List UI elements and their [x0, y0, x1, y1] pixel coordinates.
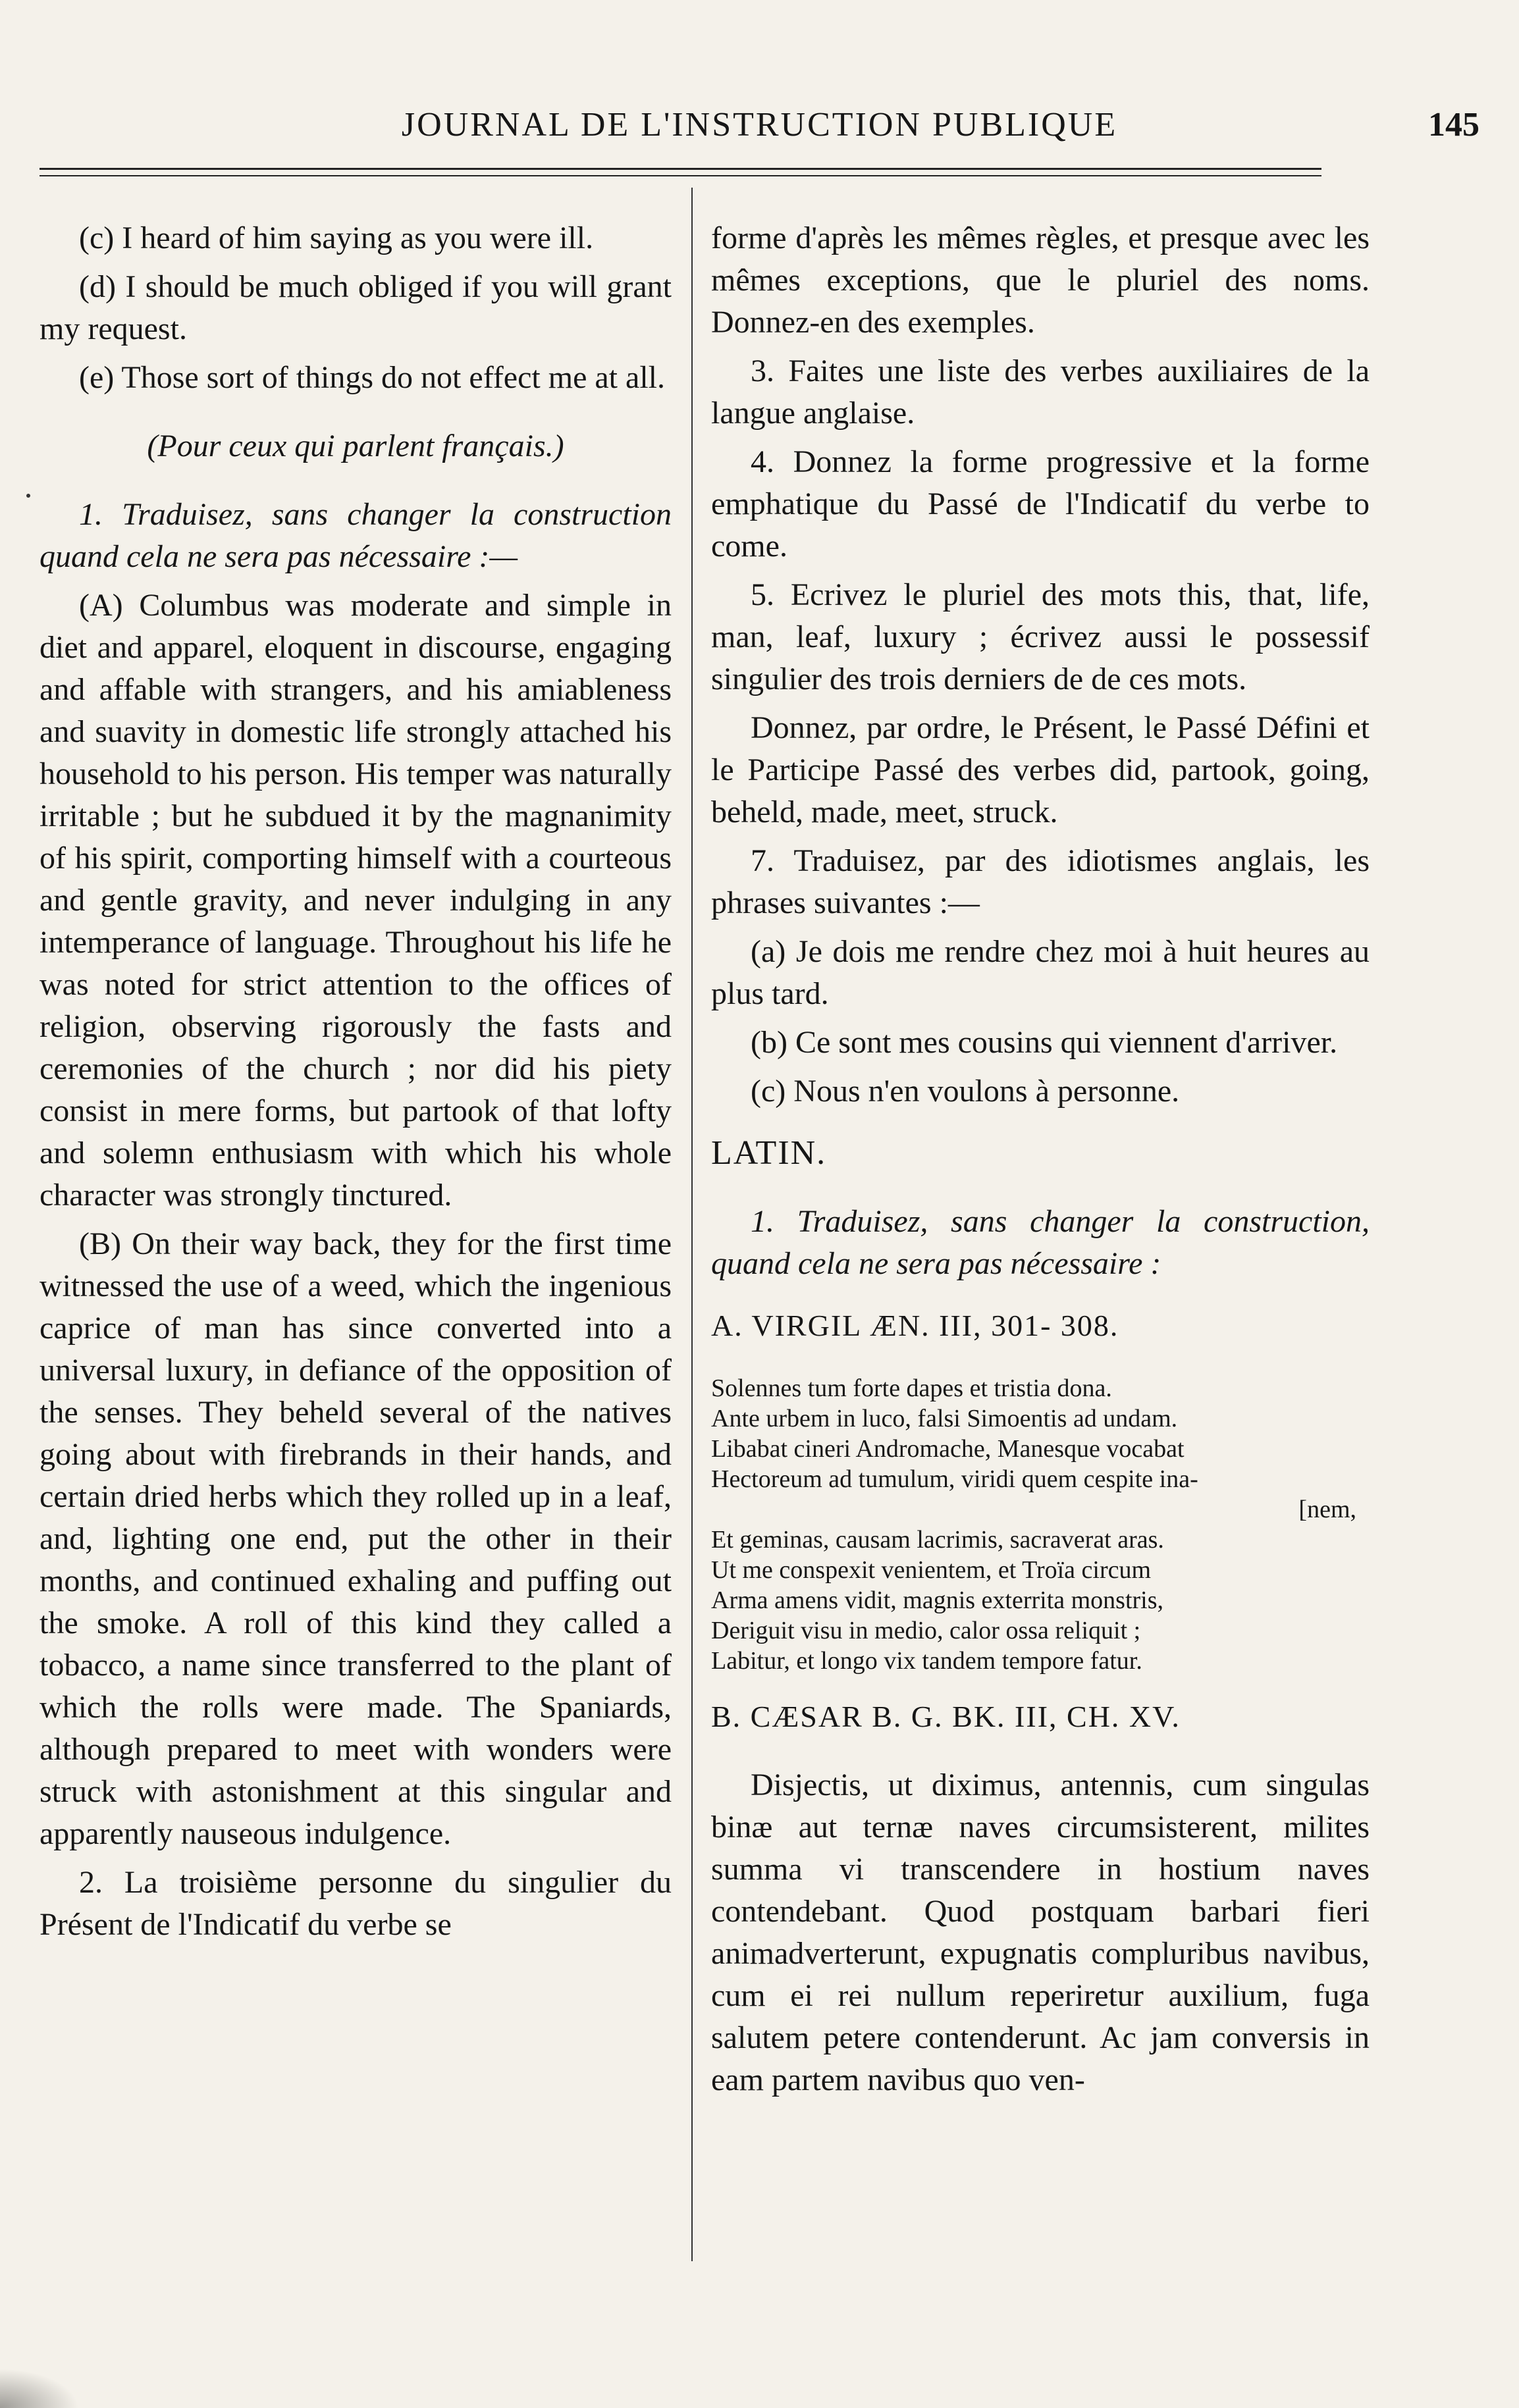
ink-dot: [26, 494, 30, 498]
item-a: (a) Je dois me rendre chez moi à huit heures au plus tard.: [711, 934, 1370, 1011]
column-divider: [691, 188, 693, 2261]
item-b: (b) Ce sont mes cousins qui viennent d'arriver.: [751, 1025, 1338, 1060]
passage-b: (B) On their way back, they for the first time witnessed the use of a weed, which the ingenious caprice of man has since converted into a universal luxury, in defiance of the opposition of the senses. They beheld several of the natives going about with firebrands in their hands, and certain dried herbs which they rolled up in a leaf, and, lighting one end, put the other in their months, and continued exhaling and puffing out the smoke. A roll of this kind they called a tobacco, a name since transferred to the plant of which the rolls were made. The Spaniards, although prepared to meet with wonders were struck with astonishment at this singular and apparently nauseous indulgence.: [40, 1226, 672, 1851]
virgil-heading: A. VIRGIL ÆN. III, 301- 308.: [711, 1309, 1119, 1342]
verse-line: Ut me conspexit venientem, et Troïa circum: [711, 1556, 1152, 1584]
verse-line: Et geminas, causam lacrimis, sacraverat aras.: [711, 1526, 1164, 1554]
verse-line: Solennes tum forte dapes et tristia dona.: [711, 1374, 1112, 1402]
french-speakers-heading: (Pour ceux qui parlent français.): [147, 429, 564, 463]
exercise-e: (e) Those sort of things do not effect me at all.: [79, 360, 665, 395]
verse-line: Labitur, et longo vix tandem tempore fatur.: [711, 1647, 1142, 1675]
header-rule-thin: [40, 175, 1321, 176]
exercise-d: (d) I should be much obliged if you will grant my request.: [40, 269, 672, 346]
latin-heading: LATIN.: [711, 1134, 827, 1172]
question-7: 7. Traduisez, par des idiotismes anglais, les phrases suivantes :—: [711, 843, 1370, 920]
header-rule: [40, 168, 1321, 170]
verse-line: Ante urbem in luco, falsi Simoentis ad undam.: [711, 1405, 1178, 1432]
caesar-text: Disjectis, ut diximus, antennis, cum singulas binæ aut ternæ naves circumsisterent, milites summa vi transcendere in hostium naves contendebant. Quod postquam barbari fieri animadverterunt, expugnatis compluribus navibus, cum ei rei nullum reperiretur auxilium, fuga salutem petere contenderunt. Ac jam conversis in eam partem navibus quo ven-: [711, 1767, 1370, 2097]
latin-question-1: 1. Traduisez, sans changer la construction, quand cela ne sera pas nécessaire :: [711, 1204, 1370, 1281]
virgil-verse: [711, 1373, 1370, 1676]
continuation-text: forme d'après les mêmes règles, et presque avec les mêmes exceptions, que le pluriel des noms. Donnez-en des exemples.: [711, 221, 1370, 340]
verse-line: Deriguit visu in medio, calor ossa reliquit ;: [711, 1617, 1141, 1644]
corner-smudge: [0, 2369, 79, 2408]
question-4: 4. Donnez la forme progressive et la forme emphatique du Passé de l'Indicatif du verbe to come.: [711, 444, 1370, 563]
verse-line: Arma amens vidit, magnis exterrita monstris,: [711, 1586, 1164, 1614]
exercise-c: (c) I heard of him saying as you were ill.: [79, 221, 594, 255]
verse-line: Libabat cineri Andromache, Manesque vocabat: [711, 1435, 1185, 1463]
page-number: 145: [1428, 106, 1479, 144]
caesar-heading: B. CÆSAR B. G. BK. III, CH. XV.: [711, 1700, 1181, 1733]
running-title: JOURNAL DE L'INSTRUCTION PUBLIQUE: [401, 106, 1118, 144]
question-5: 5. Ecrivez le pluriel des mots this, that, life, man, leaf, luxury ; écrivez aussi le possessif singulier des trois derniers de de ces mots.: [711, 577, 1370, 696]
page-header: [40, 99, 1479, 158]
question-1: 1. Traduisez, sans changer la construction quand cela ne sera pas nécessaire :—: [40, 497, 672, 574]
question-6: Donnez, par ordre, le Présent, le Passé Défini et le Participe Passé des verbes did, partook, going, beheld, made, meet, struck.: [711, 710, 1370, 829]
item-c: (c) Nous n'en voulons à personne.: [751, 1074, 1180, 1109]
verse-line: Hectoreum ad tumulum, viridi quem cespite ina-: [711, 1465, 1198, 1493]
passage-a: (A) Columbus was moderate and simple in diet and apparel, eloquent in discourse, engaging and affable with strangers, and his amiableness and suavity in domestic life strongly attached his household to his person. His temper was naturally irritable ; but he subdued it by the magnanimity of his spirit, comporting himself with a courteous and gentle gravity, and never indulging in any intemperance of language. Throughout his life he was noted for strict attention to the offices of religion, observing rigorously the fasts and ceremonies of the church ; nor did his piety consist in mere forms, but partook of that lofty and solemn enthusiasm with which his whole character was strongly tinctured.: [40, 588, 672, 1213]
question-2: 2. La troisième personne du singulier du Présent de l'Indicatif du verbe se: [40, 1865, 672, 1942]
verse-line: [nem,: [1298, 1496, 1356, 1523]
right-column: [711, 217, 1370, 2108]
question-3: 3. Faites une liste des verbes auxiliaires de la langue anglaise.: [711, 353, 1370, 431]
left-column: [40, 217, 672, 1952]
